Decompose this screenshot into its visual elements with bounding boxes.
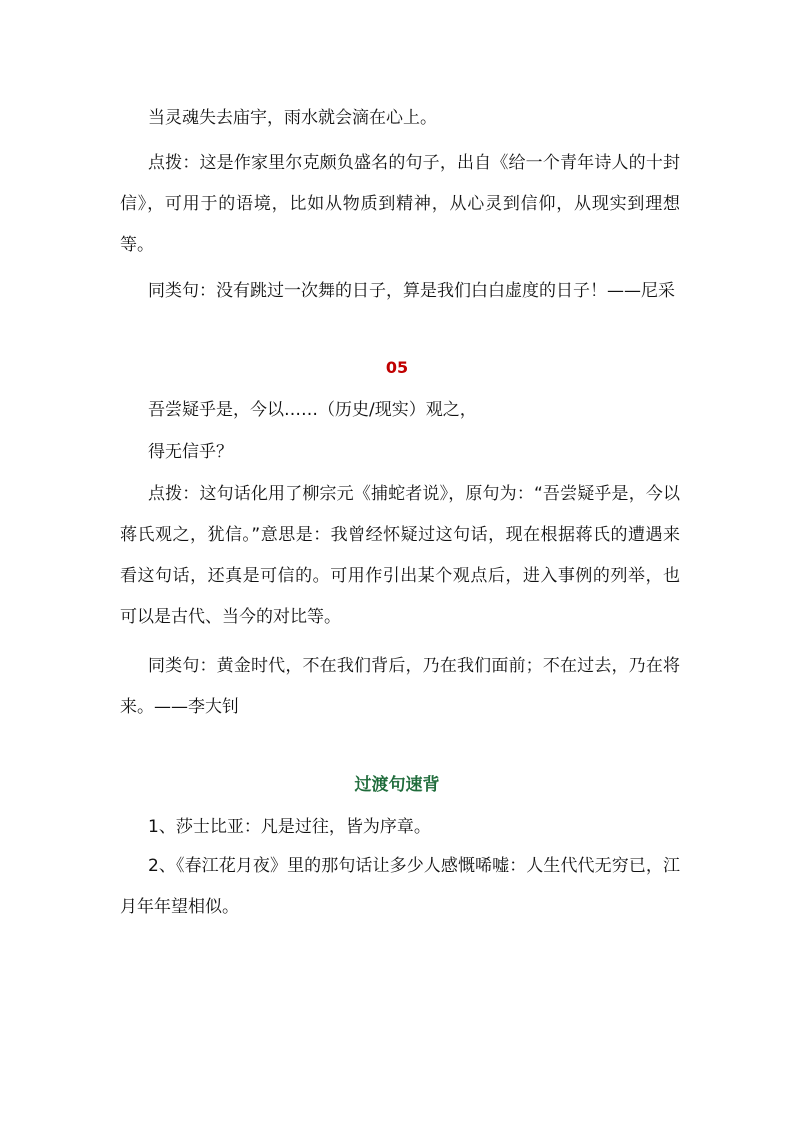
transition-heading: 过渡句速背 — [354, 775, 440, 795]
quote-line-2: 得无信乎？ — [148, 442, 233, 462]
similar-nietzsche: 同类句：没有跳过一次舞的日子，算是我们白白虚度的日子！——尼采 — [148, 281, 675, 301]
quote-soul-temple: 当灵魂失去庙宇，雨水就会滴在心上。 — [148, 108, 437, 128]
note-rilke: 点拨：这是作家里尔克颇负盛名的句子，出自《给一个青年诗人的十封信》，可用于的语境，比如从物质到精神，从心灵到信仰，从现实到理想等。 — [120, 153, 680, 255]
quote-line-1: 吾尝疑乎是，今以……（历史/现实）观之， — [148, 400, 477, 420]
section-number-05: 05 — [385, 358, 409, 377]
note-liu-zongyuan: 点拨：这句话化用了柳宗元《捕蛇者说》，原句为：“吾尝疑乎是，今以蒋氏观之，犹信。”意思是：我曾经怀疑过这句话，现在根据蒋氏的遭遇来看这句话，还真是可信的。可用作引出某个观点后，进入事例的列举，也可以是古代、当今的对比等。 — [120, 484, 680, 627]
transition-item-2: 2、《春江花月夜》里的那句话让多少人感慨唏嘘：人生代代无穷已，江月年年望相似。 — [120, 856, 680, 917]
transition-item-1: 1、莎士比亚：凡是过往，皆为序章。 — [148, 817, 431, 837]
similar-li-dazhao: 同类句：黄金时代，不在我们背后，乃在我们面前；不在过去，乃在将来。——李大钊 — [120, 656, 680, 717]
